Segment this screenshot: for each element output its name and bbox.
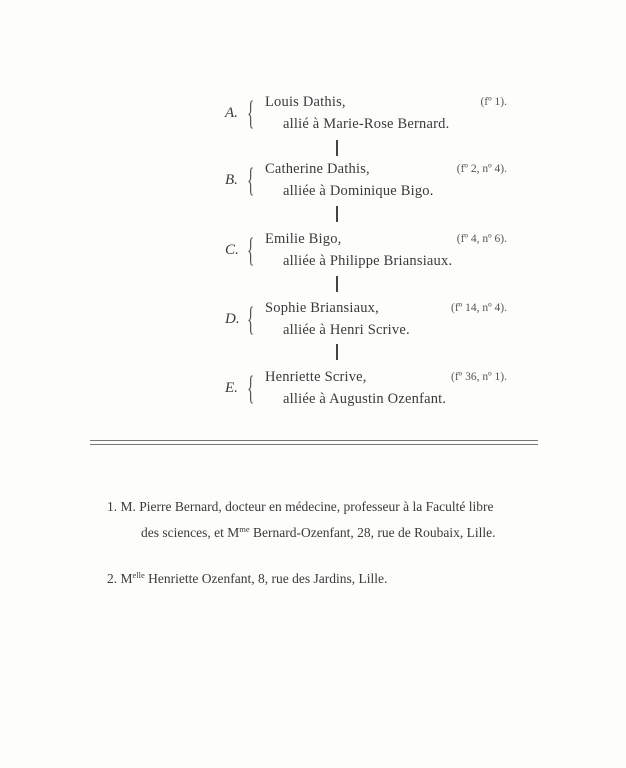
lineage-connector [336,140,338,156]
brace-icon: { [247,370,255,407]
genealogy-entry-e [225,371,515,415]
separator-rule-bottom [90,444,538,445]
spouse-line: alliée à Dominique Bigo. [283,183,434,199]
footnote-text-line2-prefix: des sciences, et M [141,525,240,540]
footnote-text-line2-rest: Bernard-Ozenfant, 28, rue de Roubaix, Lille. [249,525,496,540]
brace-icon: { [247,95,255,132]
person-name: Louis Dathis, [265,94,346,110]
generation-letter: A. [225,105,238,121]
spouse-line: alliée à Philippe Briansiaux. [283,253,453,269]
genealogy-entry-d [225,302,515,346]
folio-reference: (fº 14, nº 4). [451,302,507,314]
footnote-number: 1. [107,499,118,514]
spouse-line: alliée à Henri Scrive. [283,322,410,338]
brace-icon: { [247,301,255,338]
person-name: Catherine Dathis, [265,161,370,177]
spouse-line: alliée à Augustin Ozenfant. [283,391,447,407]
lineage-connector [336,276,338,292]
generation-letter: B. [225,172,238,188]
person-name: Emilie Bigo, [265,231,342,247]
genealogy-entry-b [225,163,515,207]
person-name: Sophie Briansiaux, [265,300,379,316]
separator-rule-top [90,440,538,441]
generation-letter: E. [225,380,238,396]
lineage-connector [336,206,338,222]
folio-reference: (fº 1). [480,96,507,108]
footnote-1 [107,496,577,544]
brace-icon: { [247,232,255,269]
footnote-text-rest: Henriette Ozenfant, 8, rue des Jardins, Lille. [144,571,388,586]
generation-letter: C. [225,242,239,258]
spouse-line: allié à Marie-Rose Bernard. [283,116,450,132]
footnote-superscript: me [239,524,250,534]
brace-icon: { [247,162,255,199]
folio-reference: (fº 36, nº 1). [451,371,507,383]
folio-reference: (fº 4, nº 6). [456,233,507,245]
footnote-text-line1: M. Pierre Bernard, docteur en médecine, professeur à la Faculté libre [120,499,494,514]
generation-letter: D. [225,311,240,327]
person-name: Henriette Scrive, [265,369,367,385]
genealogy-entry-a [225,96,515,140]
genealogy-entry-c [225,233,515,277]
lineage-connector [336,344,338,360]
folio-reference: (fº 2, nº 4). [456,163,507,175]
footnote-text-prefix: M [120,571,133,586]
footnote-2 [107,564,577,590]
footnote-number: 2. [107,571,118,586]
footnote-superscript: elle [132,570,145,580]
